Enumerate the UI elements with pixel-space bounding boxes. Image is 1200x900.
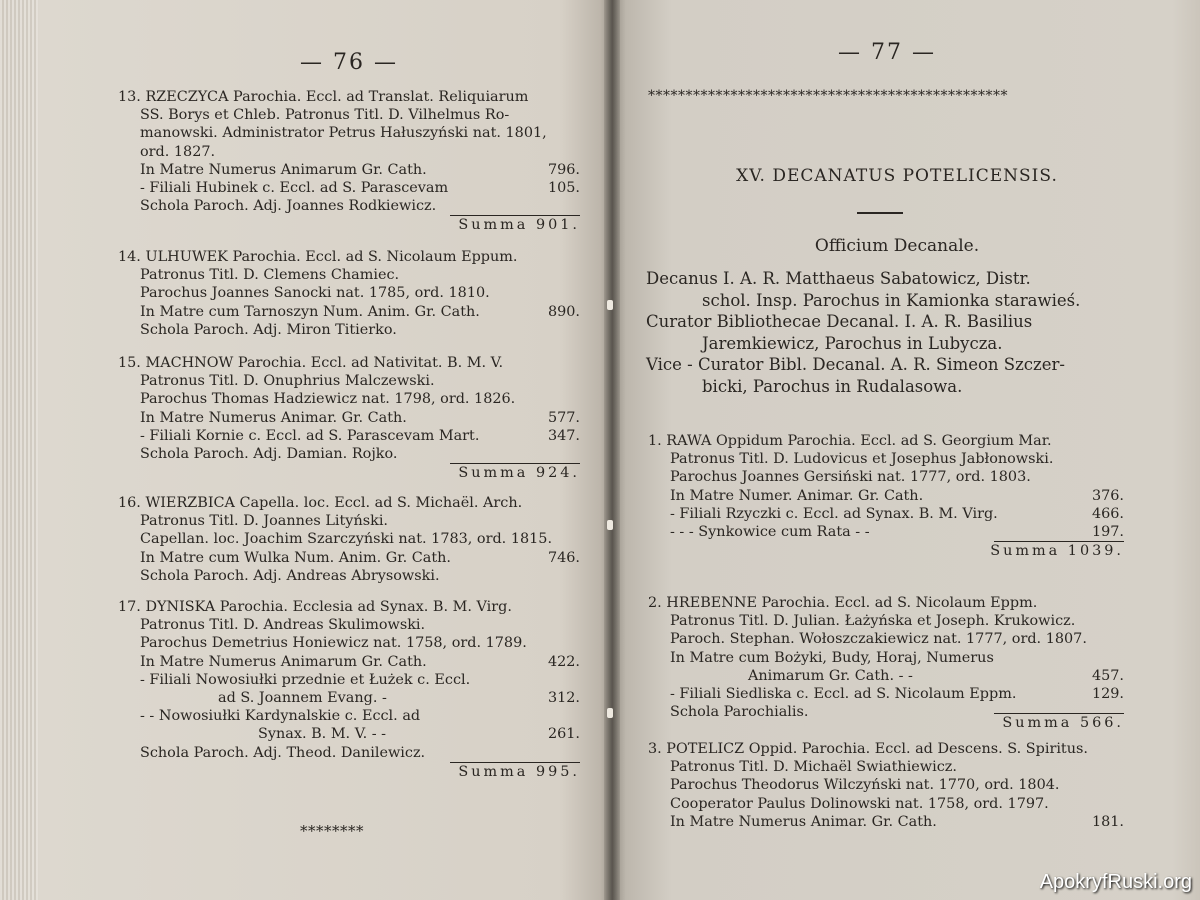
row-count: 457. xyxy=(1091,667,1124,684)
entry-row xyxy=(118,689,580,707)
heading-rule xyxy=(857,212,903,214)
row-count: 422. xyxy=(547,653,580,670)
entry-row xyxy=(648,523,1124,541)
row-text: Schola Paroch. Adj. Damian. Rojko. xyxy=(140,445,398,462)
summa-total: Summa 566. xyxy=(1002,715,1124,732)
page-number-left: — 76 — xyxy=(300,50,398,75)
row-count: 197. xyxy=(1091,523,1124,540)
decanal-line: Jaremkiewicz, Parochus in Lubycza. xyxy=(702,333,1003,353)
entry-line: 2. HREBENNE Parochia. Eccl. ad S. Nicolaum Eppm. xyxy=(648,595,1038,611)
row-text: - - - Synkowice cum Rata - - xyxy=(670,523,870,540)
right-page xyxy=(612,0,1200,900)
decanal-line: Curator Bibliothecae Decanal. I. A. R. Basilius xyxy=(646,312,1033,331)
summa-total: Summa 995. xyxy=(458,763,580,780)
entry-line: Patronus Titl. D. Julian. Łażyńska et Joseph. Krukowicz. xyxy=(670,613,1076,630)
row-text: Schola Paroch. Adj. Theod. Danilewicz. xyxy=(140,744,426,761)
entry-line: Patronus Titl. D. Michaël Swiathiewicz. xyxy=(670,759,957,776)
entry-line: Parochus Joannes Gersiński nat. 1777, ord. 1803. xyxy=(670,469,1031,486)
book-gutter xyxy=(604,0,620,900)
watermark: ApokryfRuski.org xyxy=(1039,871,1192,893)
entry-line: Patronus Titl. D. Ludovicus et Josephus Jabłonowski. xyxy=(670,451,1054,468)
entry-row xyxy=(118,653,580,671)
entry-line: 13. RZECZYCA Parochia. Eccl. ad Translat. Reliquiarum xyxy=(118,89,529,105)
entry-row xyxy=(118,549,580,567)
binding-stitch xyxy=(607,520,613,530)
entry-line: Patronus Titl. D. Clemens Chamiec. xyxy=(140,267,400,284)
decanal-line: bicki, Parochus in Rudalasowa. xyxy=(702,376,963,396)
entry-line: manowski. Administrator Petrus Hałuszyński nat. 1801, xyxy=(140,125,547,142)
row-count: 312. xyxy=(547,689,580,706)
row-text: In Matre cum Bożyki, Budy, Horaj, Numerus xyxy=(670,649,994,666)
entry-3 xyxy=(648,740,1124,831)
stars-ornament: ************************************************ xyxy=(648,88,1008,104)
entry-row xyxy=(118,671,580,689)
row-text: Synax. B. M. V. - - xyxy=(258,726,387,743)
summa-total: Summa 1039. xyxy=(990,543,1124,560)
row-text: In Matre cum Wulka Num. Anim. Gr. Cath. xyxy=(140,549,451,566)
entry-row xyxy=(118,567,580,585)
row-text: Animarum Gr. Cath. - - xyxy=(748,667,913,684)
row-text: In Matre Numerus Animarum Gr. Cath. xyxy=(140,161,427,178)
entry-row xyxy=(648,813,1124,831)
entry-row xyxy=(118,707,580,725)
row-count: 796. xyxy=(547,161,580,178)
entry-row xyxy=(648,649,1124,667)
entry-line: Parochus Joannes Sanocki nat. 1785, ord. 1810. xyxy=(140,285,490,302)
decanal-line: Vice - Curator Bibl. Decanal. A. R. Simeon Szczer- xyxy=(646,355,1065,374)
row-text: In Matre Numer. Animar. Gr. Cath. xyxy=(670,487,924,504)
entry-line: Parochus Theodorus Wilczyński nat. 1770, ord. 1804. xyxy=(670,777,1060,794)
row-text: In Matre Numerus Animar. Gr. Cath. xyxy=(670,813,937,830)
entry-line: Parochus Thomas Hadziewicz nat. 1798, ord. 1826. xyxy=(140,391,516,408)
row-text: Schola Paroch. Adj. Joannes Rodkiewicz. xyxy=(140,198,437,215)
entry-line: Capellan. loc. Joachim Szarczyński nat. 1783, ord. 1815. xyxy=(140,531,553,548)
entry-row xyxy=(648,487,1124,505)
entry-line: 14. ULHUWEK Parochia. Eccl. ad S. Nicolaum Eppum. xyxy=(118,249,518,265)
entry-line: 16. WIERZBICA Capella. loc. Eccl. ad S. Michaël. Arch. xyxy=(118,495,523,511)
binding-stitch xyxy=(607,708,613,718)
entry-13 xyxy=(118,88,580,235)
summa-total: Summa 901. xyxy=(458,217,580,234)
entry-row xyxy=(118,161,580,179)
officium-heading: Officium Decanale. xyxy=(814,236,980,256)
row-text: In Matre Numerus Animarum Gr. Cath. xyxy=(140,653,427,670)
entry-row xyxy=(118,744,580,762)
entry-row xyxy=(118,321,580,339)
row-count: 105. xyxy=(547,179,580,196)
entry-line: Cooperator Paulus Dolinowski nat. 1758, ord. 1797. xyxy=(670,795,1049,812)
entry-line: 17. DYNISKA Parochia. Ecclesia ad Synax. B. M. Virg. xyxy=(118,599,512,615)
row-text: Schola Paroch. Adj. Andreas Abrysowski. xyxy=(140,567,440,584)
row-text: Schola Parochialis. xyxy=(670,704,809,721)
row-text: - Filiali Rzyczki c. Eccl. ad Synax. B. M. Virg. xyxy=(670,505,998,522)
row-text: - - Nowosiułki Kardynalskie c. Eccl. ad xyxy=(140,708,421,725)
entry-line: SS. Borys et Chleb. Patronus Titl. D. Vilhelmus Ro- xyxy=(140,107,510,124)
entry-line: Patronus Titl. D. Andreas Skulimowski. xyxy=(140,617,426,634)
row-text: - Filiali Siedliska c. Eccl. ad S. Nicolaum Eppm. xyxy=(670,685,1017,702)
row-text: Schola Paroch. Adj. Miron Titierko. xyxy=(140,321,397,338)
entry-17 xyxy=(118,598,580,781)
entry-row xyxy=(118,303,580,321)
row-count: 129. xyxy=(1091,685,1124,702)
entry-16 xyxy=(118,494,580,585)
row-count: 890. xyxy=(547,303,580,320)
row-count: 376. xyxy=(1091,487,1124,504)
entry-row xyxy=(648,505,1124,523)
entry-row xyxy=(118,445,580,463)
row-text: - Filiali Kornie c. Eccl. ad S. Parascevam Mart. xyxy=(140,427,480,444)
row-count: 261. xyxy=(547,726,580,743)
entry-row xyxy=(118,409,580,427)
row-text: In Matre cum Tarnoszyn Num. Anim. Gr. Cath. xyxy=(140,303,480,320)
row-count: 347. xyxy=(547,427,580,444)
entry-14 xyxy=(118,248,580,339)
page-number-right: — 77 — xyxy=(838,40,936,65)
row-text: In Matre Numerus Animar. Gr. Cath. xyxy=(140,409,407,426)
entry-line: 3. POTELICZ Oppid. Parochia. Eccl. ad Descens. S. Spiritus. xyxy=(648,741,1088,757)
entry-row xyxy=(118,179,580,197)
footer-stars: ******** xyxy=(300,822,364,840)
entry-line: 1. RAWA Oppidum Parochia. Eccl. ad S. Georgium Mar. xyxy=(648,433,1052,449)
section-heading: XV. DECANATUS POTELICENSIS. xyxy=(736,166,1058,186)
entry-line: Patronus Titl. D. Onuphrius Malczewski. xyxy=(140,373,435,390)
entry-row xyxy=(118,725,580,743)
entry-2 xyxy=(648,594,1124,733)
entry-1 xyxy=(648,432,1124,560)
entry-line: Parochus Demetrius Honiewicz nat. 1758, ord. 1789. xyxy=(140,635,527,652)
entry-row xyxy=(118,197,580,215)
entry-row xyxy=(118,427,580,445)
row-count: 746. xyxy=(547,549,580,566)
entry-row xyxy=(648,667,1124,685)
summa-total: Summa 924. xyxy=(458,465,580,482)
row-text: - Filiali Hubinek c. Eccl. ad S. Parascevam xyxy=(140,179,449,196)
entry-line: ord. 1827. xyxy=(140,143,216,160)
row-count: 577. xyxy=(547,409,580,426)
row-count: 181. xyxy=(1091,813,1124,830)
officium-decanale xyxy=(646,268,1080,397)
row-text: - Filiali Nowosiułki przednie et Łużek c. Eccl. xyxy=(140,671,471,688)
entry-row xyxy=(648,685,1124,703)
entry-line: Paroch. Stephan. Wołoszczakiewicz nat. 1777, ord. 1807. xyxy=(670,631,1087,648)
decanal-line: schol. Insp. Parochus in Kamionka starawieś. xyxy=(702,290,1081,310)
row-count: 466. xyxy=(1091,505,1124,522)
row-text: ad S. Joannem Evang. - xyxy=(218,689,387,706)
binding-stitch xyxy=(607,300,613,310)
entry-15 xyxy=(118,354,580,482)
decanal-line: Decanus I. A. R. Matthaeus Sabatowicz, Distr. xyxy=(646,269,1031,288)
entry-line: Patronus Titl. D. Joannes Lityński. xyxy=(140,513,388,530)
entry-line: 15. MACHNOW Parochia. Eccl. ad Nativitat. B. M. V. xyxy=(118,355,504,371)
